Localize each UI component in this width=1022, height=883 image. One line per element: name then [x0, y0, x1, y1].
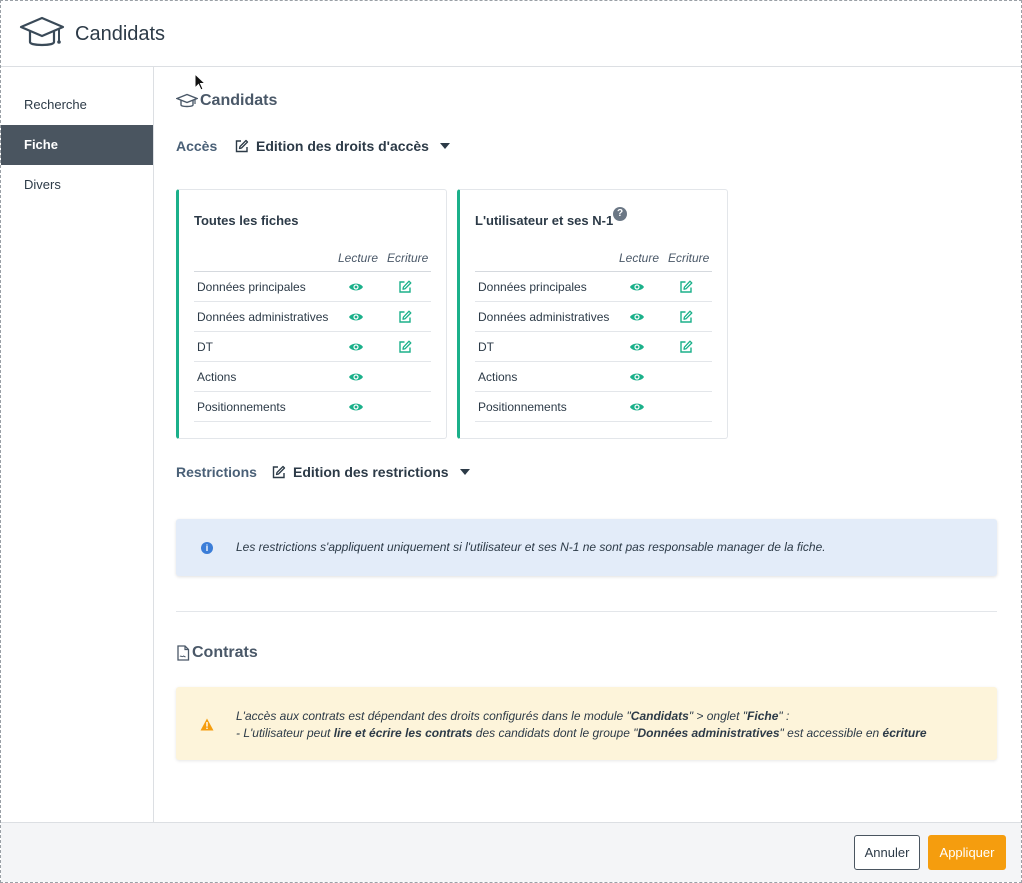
permission-name: Actions	[478, 370, 518, 384]
column-header-write: Ecriture	[387, 251, 429, 265]
caret-down-icon	[440, 143, 450, 149]
mouse-cursor-icon	[194, 73, 206, 91]
cancel-button[interactable]: Annuler	[854, 835, 920, 870]
graduation-cap-icon	[19, 15, 65, 51]
warning-line-1: L'accès aux contrats est dépendant des droits configurés dans le module "Candidats" > onglet "Fiche" :	[236, 709, 790, 723]
restrictions-dropdown-label: Edition des restrictions	[293, 464, 449, 480]
column-header-read: Lecture	[338, 251, 379, 265]
table-row	[194, 272, 431, 302]
table-row	[194, 302, 431, 332]
sidebar	[1, 67, 154, 822]
sidebar-item-fiche[interactable]: Fiche	[1, 125, 153, 165]
dialog-header	[1, 1, 1021, 67]
eye-icon[interactable]	[629, 341, 645, 353]
main-content	[154, 67, 1021, 822]
eye-icon[interactable]	[348, 341, 364, 353]
divider	[176, 611, 997, 612]
eye-icon[interactable]	[629, 311, 645, 323]
warning-icon	[200, 718, 214, 731]
access-rights-dropdown[interactable]	[234, 138, 450, 154]
section-contrats	[176, 644, 258, 662]
edit-icon[interactable]	[679, 310, 693, 324]
info-icon: i	[201, 542, 213, 554]
permission-name: Données administratives	[478, 310, 610, 324]
permission-name: Positionnements	[197, 400, 286, 414]
help-icon[interactable]: ?	[613, 207, 627, 221]
edit-icon[interactable]	[398, 340, 412, 354]
permission-name: Données administratives	[197, 310, 329, 324]
permission-table	[475, 271, 712, 422]
info-alert	[176, 519, 997, 576]
permission-name: Actions	[197, 370, 237, 384]
table-row	[475, 332, 712, 362]
table-row	[475, 272, 712, 302]
sidebar-item-divers[interactable]: Divers	[24, 177, 61, 192]
table-row	[475, 362, 712, 392]
file-contract-icon	[176, 645, 190, 661]
card-title: Toutes les fiches	[194, 213, 299, 228]
edit-icon[interactable]	[398, 310, 412, 324]
edit-icon	[234, 139, 249, 154]
permission-name: DT	[197, 340, 213, 354]
column-header-read: Lecture	[619, 251, 660, 265]
eye-icon[interactable]	[348, 401, 364, 413]
dialog-title: Candidats	[75, 23, 166, 45]
permission-name: Données principales	[197, 280, 306, 294]
permission-table	[194, 271, 431, 422]
eye-icon[interactable]	[348, 281, 364, 293]
eye-icon[interactable]	[348, 371, 364, 383]
warning-alert	[176, 687, 997, 760]
permission-name: DT	[478, 340, 494, 354]
apply-button[interactable]: Appliquer	[928, 835, 1006, 870]
edit-icon[interactable]	[679, 280, 693, 294]
eye-icon[interactable]	[629, 371, 645, 383]
restrictions-label: Restrictions	[176, 464, 257, 480]
table-row	[475, 392, 712, 422]
edit-icon	[271, 465, 286, 480]
edit-icon[interactable]	[398, 280, 412, 294]
eye-icon[interactable]	[629, 281, 645, 293]
access-dropdown-label: Edition des droits d'accès	[256, 138, 429, 154]
table-row	[194, 332, 431, 362]
permission-card-user-n1	[457, 189, 728, 439]
section-title-contrats: Contrats	[192, 644, 258, 661]
permission-name: Données principales	[478, 280, 587, 294]
warning-line-2: - L'utilisateur peut lire et écrire les contrats des candidats dont le groupe "Données administratives" est accessible en écriture	[236, 726, 927, 740]
eye-icon[interactable]	[348, 311, 364, 323]
dialog-footer	[1, 822, 1021, 882]
table-row	[475, 302, 712, 332]
column-header-write: Ecriture	[668, 251, 710, 265]
card-title: L'utilisateur et ses N-1	[475, 213, 614, 228]
caret-down-icon	[460, 469, 470, 475]
table-row	[194, 392, 431, 422]
permission-card-all	[176, 189, 447, 439]
info-text: Les restrictions s'appliquent uniquement si l'utilisateur et ses N-1 ne sont pas responsable manager de la fiche.	[236, 540, 826, 554]
section-title-candidats: Candidats	[200, 92, 278, 109]
restrictions-dropdown[interactable]	[271, 464, 470, 480]
permission-name: Positionnements	[478, 400, 567, 414]
access-label: Accès	[176, 138, 218, 154]
sidebar-item-recherche[interactable]: Recherche	[24, 97, 87, 112]
edit-icon[interactable]	[679, 340, 693, 354]
graduation-cap-icon	[176, 93, 198, 109]
eye-icon[interactable]	[629, 401, 645, 413]
section-candidats	[176, 92, 277, 110]
table-row	[194, 362, 431, 392]
